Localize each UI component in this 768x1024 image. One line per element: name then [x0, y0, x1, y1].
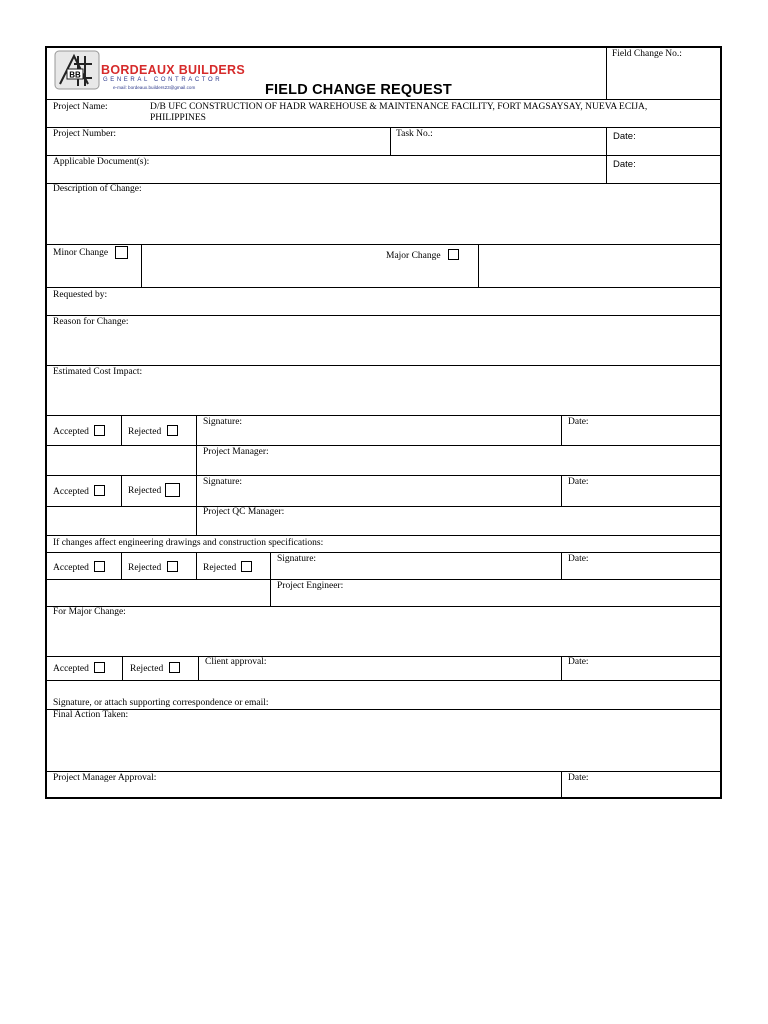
project-number-label: Project Number: [53, 129, 117, 139]
divider [46, 771, 722, 772]
rejected-label: Rejected [128, 427, 162, 437]
divider [46, 315, 722, 316]
applicable-documents-label: Applicable Document(s): [53, 157, 150, 167]
minor-change-checkbox[interactable] [115, 246, 128, 259]
divider [46, 99, 722, 100]
field-change-no-label: Field Change No.: [612, 49, 682, 59]
cost-impact-label: Estimated Cost Impact: [53, 367, 143, 377]
date-label: Date: [568, 657, 589, 667]
divider [141, 244, 142, 287]
divider [46, 552, 722, 553]
rejected-checkbox[interactable] [167, 425, 178, 436]
rejected-label: Rejected [130, 664, 164, 674]
signature-label: Signature: [203, 417, 243, 427]
divider [46, 445, 722, 446]
qc-signature-field[interactable] [250, 477, 555, 502]
project-number-field[interactable] [140, 129, 385, 153]
rejected-label: Rejected [203, 563, 237, 573]
logo-monogram: BB [69, 70, 81, 80]
project-engineer-label: Project Engineer: [277, 581, 344, 591]
divider [122, 656, 123, 680]
divider [561, 771, 562, 798]
date-label: Date: [613, 131, 636, 142]
major-change-section-label: For Major Change: [53, 607, 126, 617]
client-date-field[interactable] [595, 657, 717, 677]
reason-label: Reason for Change: [53, 317, 129, 327]
rejected-label: Rejected [128, 563, 162, 573]
description-field[interactable] [53, 197, 717, 241]
divider [46, 287, 722, 288]
rejected-checkbox[interactable] [241, 561, 252, 572]
rejected-checkbox[interactable] [167, 561, 178, 572]
cost-impact-field[interactable] [53, 380, 717, 412]
minor-change-field[interactable] [146, 250, 374, 284]
accepted-checkbox[interactable] [94, 662, 105, 673]
applicable-documents-field[interactable] [160, 157, 600, 181]
company-subtitle: GENERAL CONTRACTOR [103, 77, 223, 83]
description-label: Description of Change: [53, 184, 142, 194]
divider [46, 475, 722, 476]
requested-by-field[interactable] [115, 290, 715, 312]
project-qc-manager-label: Project QC Manager: [203, 507, 285, 517]
major-change-notes-field[interactable] [53, 620, 717, 653]
date-field[interactable] [640, 158, 718, 180]
date-label: Date: [613, 159, 636, 170]
divider [46, 579, 722, 580]
divider [561, 475, 562, 506]
signature-label: Signature: [203, 477, 243, 487]
major-change-label: Major Change [386, 251, 441, 261]
divider [46, 155, 722, 156]
project-name-value[interactable]: D/B UFC CONSTRUCTION OF HADR WAREHOUSE & MAINTENANCE FACILITY, FORT MAGSAYSAY, NUEVA ECIJA, PHILIPPINES [150, 102, 648, 123]
divider [196, 552, 197, 579]
date-label: Date: [568, 417, 589, 427]
date-field[interactable] [640, 130, 718, 152]
divider [561, 415, 562, 445]
accepted-label: Accepted [53, 427, 89, 437]
pm-date-field[interactable] [595, 417, 717, 442]
divider [46, 535, 722, 536]
engineer-signature-field[interactable] [322, 554, 555, 576]
divider [198, 656, 199, 680]
accepted-label: Accepted [53, 487, 89, 497]
divider [606, 47, 607, 99]
client-approval-field[interactable] [272, 657, 555, 677]
divider [46, 244, 722, 245]
pm-signature-field[interactable] [250, 417, 555, 442]
divider [46, 183, 722, 184]
task-no-field[interactable] [440, 129, 600, 153]
engineering-note: If changes affect engineering drawings and construction specifications: [53, 538, 324, 548]
company-email: e-mail: bordeaux.builders23@gmail.com [113, 85, 196, 90]
divider [46, 415, 722, 416]
qc-date-field[interactable] [595, 477, 717, 502]
divider [561, 656, 562, 680]
pm-approval-date-field[interactable] [595, 773, 717, 795]
divider [478, 244, 479, 287]
accepted-label: Accepted [53, 563, 89, 573]
major-change-checkbox[interactable] [448, 249, 459, 260]
final-action-field[interactable] [53, 723, 717, 768]
divider [121, 475, 122, 506]
divider [561, 552, 562, 579]
client-approval-label: Client approval: [205, 657, 267, 667]
company-name: BORDEAUX BUILDERS [101, 63, 245, 77]
date-label: Date: [568, 773, 589, 783]
requested-by-label: Requested by: [53, 290, 108, 300]
divider [46, 127, 722, 128]
divider [46, 606, 722, 607]
date-label: Date: [568, 554, 589, 564]
divider [46, 709, 722, 710]
minor-change-label: Minor Change [53, 248, 109, 258]
engineer-date-field[interactable] [595, 554, 717, 576]
divider [46, 506, 722, 507]
signature-label: Signature: [277, 554, 317, 564]
reason-field[interactable] [53, 330, 717, 362]
attach-correspondence-label: Signature, or attach supporting correspondence or email: [53, 698, 269, 708]
divider [46, 365, 722, 366]
accepted-checkbox[interactable] [94, 485, 105, 496]
logo-icon [54, 50, 100, 90]
major-change-field[interactable] [484, 250, 718, 284]
divider [121, 552, 122, 579]
project-manager-label: Project Manager: [203, 447, 269, 457]
accepted-label: Accepted [53, 664, 89, 674]
task-no-label: Task No.: [396, 129, 433, 139]
date-label: Date: [568, 477, 589, 487]
rejected-label: Rejected [128, 486, 162, 496]
divider [390, 127, 391, 155]
final-action-label: Final Action Taken: [53, 710, 129, 720]
accepted-checkbox[interactable] [94, 561, 105, 572]
field-change-no-field[interactable] [612, 60, 718, 96]
project-name-label: Project Name: [53, 102, 108, 112]
accepted-checkbox[interactable] [94, 425, 105, 436]
rejected-checkbox[interactable] [169, 662, 180, 673]
divider [46, 680, 722, 681]
pm-approval-label: Project Manager Approval: [53, 773, 157, 783]
divider [121, 415, 122, 445]
pm-approval-field[interactable] [170, 773, 555, 795]
form-title: FIELD CHANGE REQUEST [265, 82, 452, 98]
rejected-checkbox[interactable] [165, 483, 180, 497]
